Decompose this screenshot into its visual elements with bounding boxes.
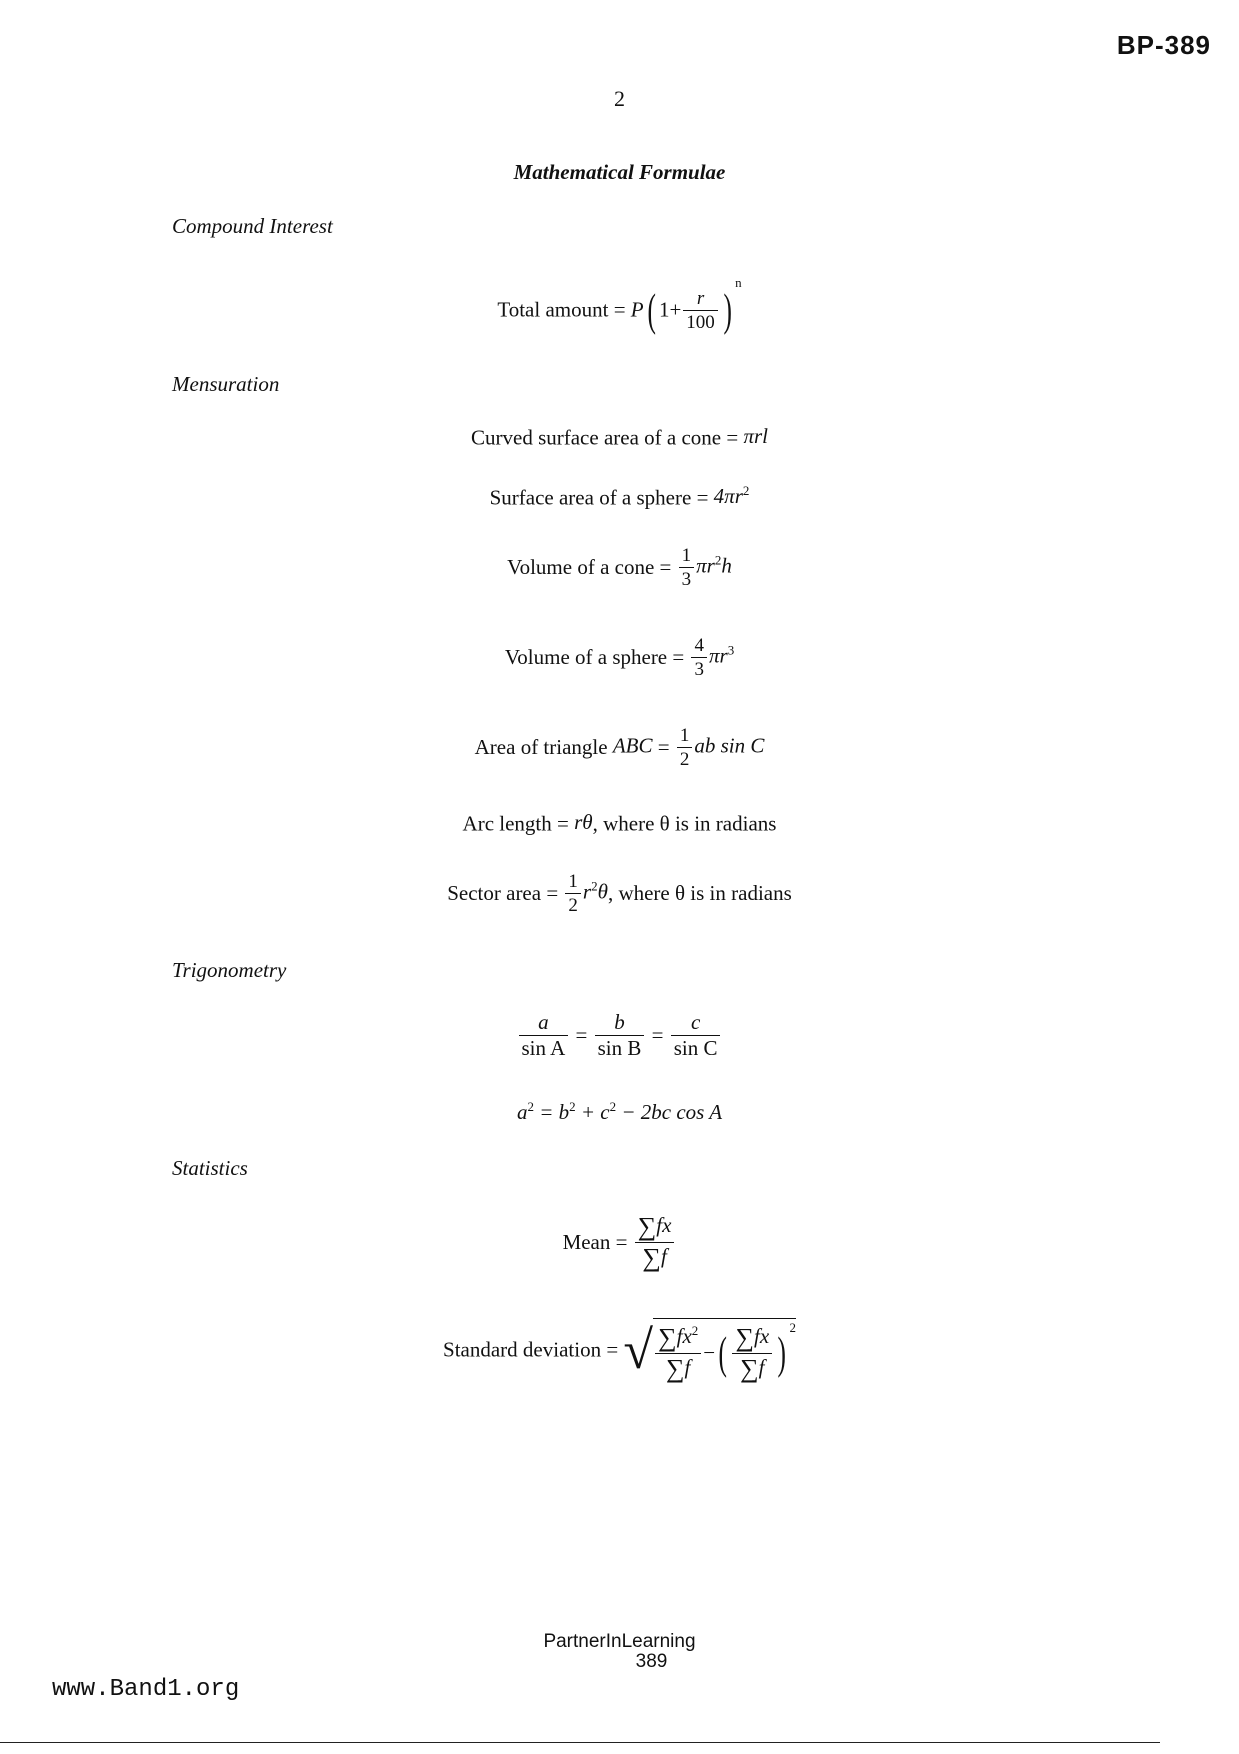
formula-sector-area: Sector area = $\frac{1}{2}$ $r^2\theta$, where θ is in radians (447, 871, 792, 916)
formula-sine-rule: $\frac{a}{\text{sin A}}$ = $\frac{b}{\text{sin B}}$ = $\frac{c}{\text{sin C}}$ (0, 1012, 1239, 1059)
formula-mean: Mean = $\frac{\sum fx}{\sum f}$ (0, 1214, 1239, 1271)
sqrt-symbol: √ (623, 1320, 654, 1381)
formula-arc-length: Arc length = rθ, where θ is in radians (462, 810, 777, 836)
formula-total-amount: Total amount = P( 1+ $\frac{r}{100}$ )$^n$ (497, 275, 742, 336)
paper-code: BP-389 (1116, 30, 1211, 60)
section-mensuration: Mensuration (172, 372, 280, 396)
page-title: Mathematical Formulae (513, 160, 726, 184)
formula-cone-curved-surface: Curved surface area of a cone = πrl (471, 424, 768, 450)
formula-cosine-rule: $a^2 = b^2 + c^2 - 2bc$ cos A (516, 1099, 723, 1124)
formula-sphere-volume: Volume of a sphere = $\frac{4}{3}$ $\pi r^3$ (504, 635, 735, 680)
footer-website: www.Band1.org (52, 1676, 240, 1703)
formula-cone-volume: Volume of a cone = $\frac{1}{3}$ $\pi r^2h$ (507, 545, 732, 590)
bottom-rule (0, 1742, 1160, 1743)
open-paren: ( (647, 284, 656, 336)
formula-sphere-surface: Surface area of a sphere = $4\pi r^2$ (489, 483, 750, 510)
section-trigonometry: Trigonometry (172, 958, 287, 982)
formula-triangle-area: Area of triangle ABC = $\frac{1}{2}$ ab sin C (474, 725, 765, 770)
page-number: 2 (614, 86, 625, 111)
close-paren: ) (723, 284, 732, 336)
section-statistics: Statistics (172, 1156, 248, 1180)
formula-standard-deviation: Standard deviation = √ $\frac{\sum fx^2}{\sum f}$ −( $\frac{\sum fx}{\sum f}$ ) $^2$ (443, 1320, 796, 1384)
section-compound-interest: Compound Interest (172, 214, 333, 238)
footer-publisher: PartnerInLearning 389 (543, 1631, 696, 1672)
